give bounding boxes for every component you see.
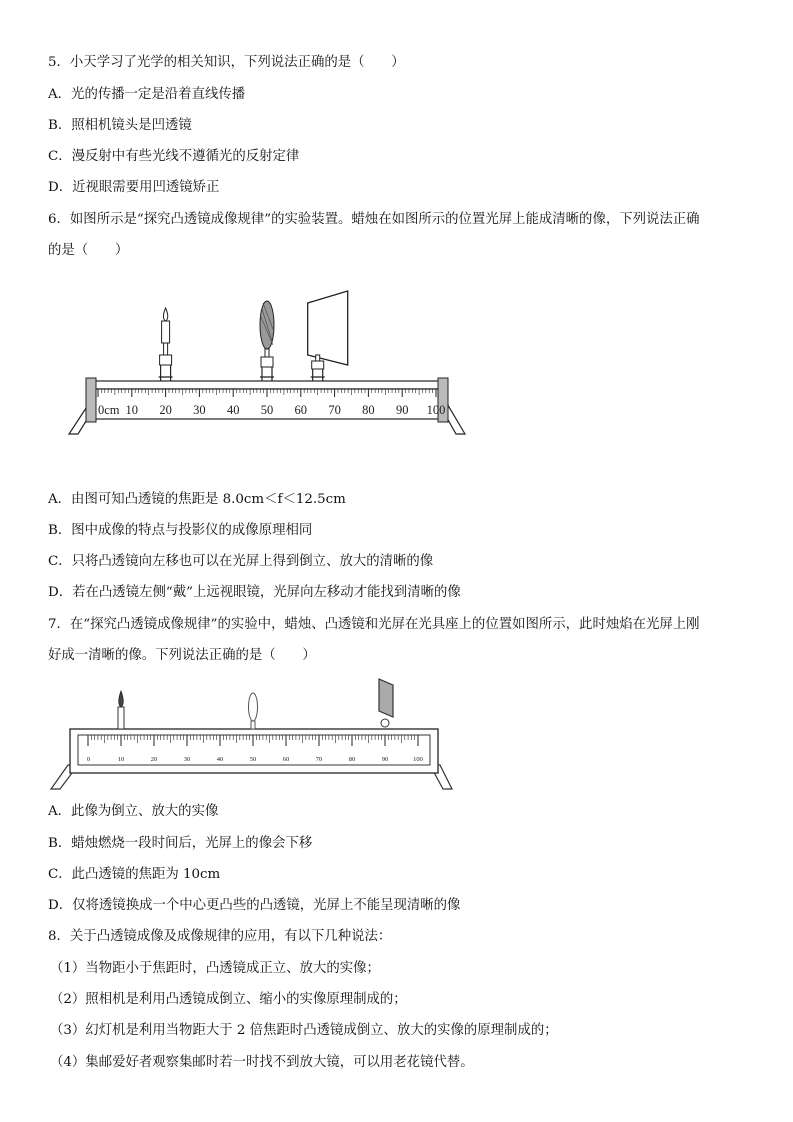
q5-option-d: D．近视眼需要用凹透镜矫正 (48, 180, 220, 195)
q7-light-screen (379, 679, 393, 727)
q6-convex-lens (260, 301, 274, 381)
q7-optical-bench-figure (48, 673, 468, 795)
scale-label: 40 (226, 403, 240, 417)
scale-label: 50 (249, 756, 257, 763)
q5-stem: 5．小天学习了光学的相关知识，下列说法正确的是（ ） (48, 55, 405, 70)
scale-label: 0cm (98, 403, 120, 417)
scale-label: 80 (362, 403, 375, 417)
scale-label: 0 (87, 756, 91, 763)
q8-statement-2: （2）照相机是利用凸透镜成倒立、缩小的实像原理制成的； (50, 992, 407, 1007)
scale-label: 30 (193, 403, 206, 417)
q8-stem: 8．关于凸透镜成像及成像规律的应用，有以下几种说法： (48, 929, 392, 944)
q7-option-a: A．此像为倒立、放大的实像 (48, 804, 219, 819)
q6-option-b: B．图中成像的特点与投影仪的成像原理相同 (48, 523, 313, 538)
scale-label: 40 (216, 756, 224, 763)
q6-stem-line2: 的是（ ） (48, 243, 129, 258)
q8-statement-1: （1）当物距小于焦距时，凸透镜成正立、放大的实像； (50, 961, 380, 976)
scale-label: 10 (117, 756, 125, 763)
q7-option-c: C．此凸透镜的焦距为 10cm (48, 867, 221, 882)
scale-label: 60 (282, 756, 290, 763)
scale-label: 90 (395, 403, 409, 417)
scale-label: 70 (315, 756, 323, 763)
q7-convex-lens (249, 693, 258, 729)
scale-label: 90 (381, 756, 389, 763)
q7-stem-line1: 7．在“探究凸透镜成像规律”的实验中，蜡烛、凸透镜和光屏在光具座上的位置如图所示，此时烛焰在光屏上刚 (48, 617, 700, 632)
q6-option-d: D．若在凸透镜左侧“戴”上远视眼镜，光屏向左移动才能找到清晰的像 (48, 585, 461, 600)
q7-candle (118, 691, 124, 729)
scale-label: 20 (150, 756, 158, 763)
q6-bench-rail (94, 381, 440, 389)
scale-label: 70 (328, 403, 341, 417)
q6-stem-line1: 6．如图所示是“探究凸透镜成像规律”的实验装置。蜡烛在如图所示的位置光屏上能成清晰的像，下列说法正确 (48, 212, 700, 227)
q5-option-a: A．光的传播一定是沿着直线传播 (48, 87, 246, 102)
q8-statement-4: （4）集邮爱好者观察集邮时若一时找不到放大镜，可以用老花镜代替。 (50, 1055, 474, 1070)
q5-option-b: B．照相机镜头是凹透镜 (48, 118, 192, 133)
scale-label: 100 (413, 756, 423, 763)
q6-candle (159, 308, 173, 381)
scale-label: 80 (348, 756, 356, 763)
q7-option-b: B．蜡烛燃烧一段时间后，光屏上的像会下移 (48, 836, 313, 851)
q6-option-a: A．由图可知凸透镜的焦距是 8.0cm＜f＜12.5cm (48, 492, 346, 507)
q6-optical-bench-figure (64, 285, 474, 440)
scale-label: 100 (426, 403, 446, 417)
q6-option-c: C．只将凸透镜向左移也可以在光屏上得到倒立、放大的清晰的像 (48, 554, 434, 569)
q7-option-d: D．仅将透镜换成一个中心更凸些的凸透镜，光屏上不能呈现清晰的像 (48, 898, 461, 913)
q5-option-c: C．漫反射中有些光线不遵循光的反射定律 (48, 149, 300, 164)
q6-light-screen (308, 291, 348, 381)
q8-statement-3: （3）幻灯机是利用当物距大于 2 倍焦距时凸透镜成倒立、放大的实像的原理制成的； (50, 1023, 558, 1038)
scale-label: 20 (159, 403, 172, 417)
q7-stem-line2: 好成一清晰的像。下列说法正确的是（ ） (48, 648, 316, 663)
q6-left-end-block (86, 378, 96, 422)
scale-label: 10 (125, 403, 139, 417)
scale-label: 50 (260, 403, 274, 417)
scale-label: 60 (294, 403, 308, 417)
scale-label: 30 (183, 756, 191, 763)
